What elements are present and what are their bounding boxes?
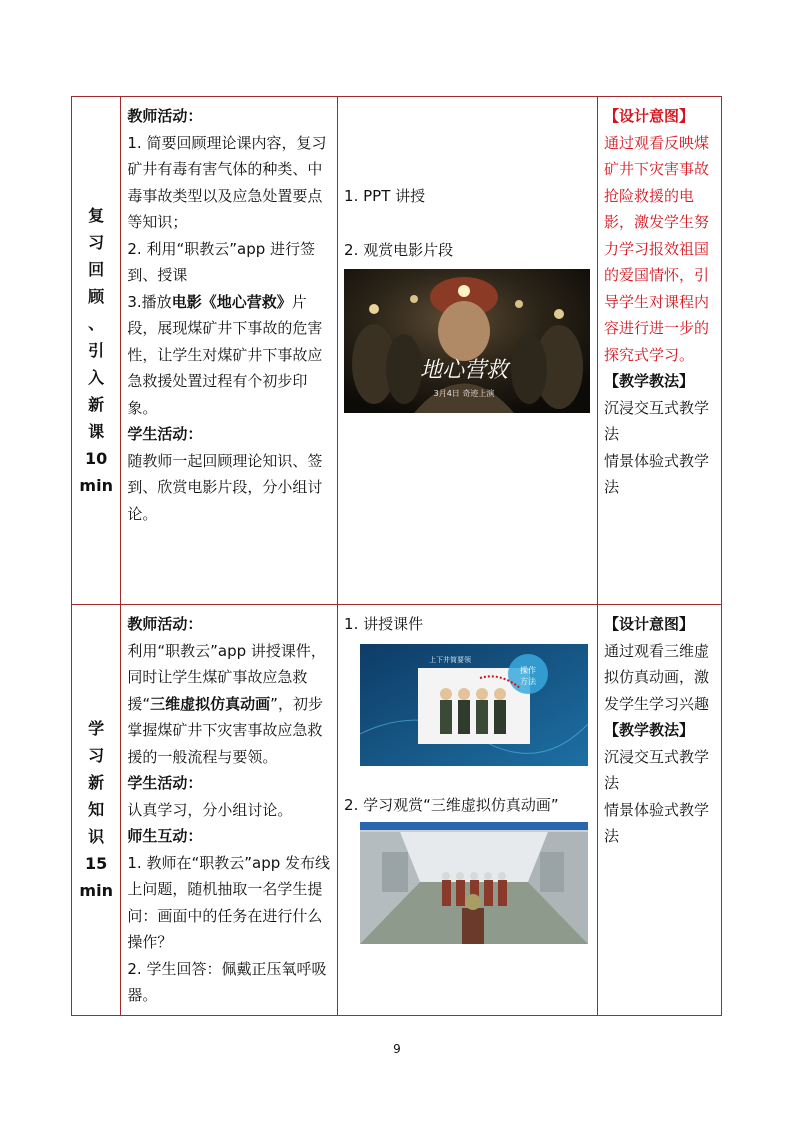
table-row-review [72, 97, 722, 605]
design-intent-text: 通过观看反映煤矿井下灾害事故抢险救援的电影，激发学生努力学习报效祖国的爱国情怀，引导学生对课程内容进行进一步的探究式学习。 [604, 133, 710, 364]
design-cell-review [598, 97, 722, 605]
teaching-method-item: 沉浸交互式教学法 [604, 747, 710, 792]
media-cell-new-knowledge [338, 605, 598, 1016]
courseware-slide-image [360, 644, 588, 766]
teaching-method-heading: 【教学教法】 [604, 721, 695, 739]
teaching-method-heading: 【教学教法】 [604, 372, 695, 390]
student-activity-heading: 学生活动： [127, 774, 203, 792]
media-cell-review [338, 97, 598, 605]
teaching-method-item: 沉浸交互式教学法 [604, 398, 710, 443]
design-intent-text: 通过观看三维虚拟仿真动画，激发学生学习兴趣 [604, 641, 710, 713]
stage-cell-new-knowledge [72, 605, 121, 1016]
teacher-activity-item: 3.播放电影《地心营救》片段，展现煤矿井下事故的危害性，让学生对煤矿井下事故应急救援处置过程有个初步印象。 [127, 292, 323, 417]
design-intent-heading: 【设计意图】 [604, 615, 695, 633]
interaction-item: 1. 教师在“职教云”app 发布线上问题，随机抽取一名学生提问：画面中的任务在进行什么操作？ [127, 853, 331, 951]
movie-poster-image [344, 269, 590, 413]
teacher-activity-item: 2. 利用“职教云”app 进行签到、授课 [127, 239, 316, 284]
media-item: 2. 观赏电影片段 [344, 240, 454, 259]
slide-badge-text: 操作 [520, 665, 537, 675]
teacher-activity-item: 1. 简要回顾理论课内容，复习矿井有毒有害气体的种类、中毒事故类型以及应急处置要点等知识； [127, 133, 327, 231]
media-item: 1. PPT 讲授 [344, 187, 426, 205]
teacher-activity-cell-new-knowledge [121, 605, 338, 1016]
media-item: 2. 学习观赏“三维虚拟仿真动画” [344, 795, 559, 814]
slide-title-text: 上下井简要领 [429, 655, 472, 664]
stage-label-review: 复 习 回 顾 、 引 入 新 课 10 min [79, 206, 113, 495]
student-activity-heading: 学生活动： [127, 425, 203, 443]
interaction-item: 2. 学生回答：佩戴正压氧呼吸器。 [127, 959, 327, 1004]
lesson-plan-table [71, 96, 722, 1016]
table-row-new-knowledge [72, 605, 722, 1016]
courseware-slide-graphic [360, 644, 588, 766]
student-activity-text: 认真学习，分小组讨论。 [127, 800, 293, 819]
teaching-method-item: 情景体验式教学法 [604, 451, 710, 496]
poster-title-text: 地心营救 [420, 358, 509, 383]
page-number: 9 [393, 1042, 401, 1056]
design-cell-new-knowledge [598, 605, 722, 1016]
teacher-activity-heading: 教师活动： [127, 107, 203, 125]
teacher-activity-text: 利用“职教云”app 讲授课件，同时让学生煤矿事故应急救援“三维虚拟仿真动画”，初步掌握煤矿井下灾害事故应急救援的一般流程与要领。 [127, 641, 326, 766]
animation-screenshot-image [360, 822, 588, 944]
teacher-activity-cell-review [121, 97, 338, 605]
animation-screenshot-graphic [360, 822, 588, 944]
media-item: 1. 讲授课件 [344, 615, 424, 633]
teaching-method-item: 情景体验式教学法 [604, 800, 710, 845]
movie-poster-graphic [344, 269, 590, 413]
interaction-heading: 师生互动： [127, 827, 203, 845]
teacher-activity-heading: 教师活动： [127, 615, 203, 633]
design-intent-heading: 【设计意图】 [604, 107, 695, 125]
poster-subtitle-text: 3月4日 奇迹上演 [433, 389, 495, 398]
stage-cell-review [72, 97, 121, 605]
slide-badge-text-2: 方法 [520, 676, 537, 686]
student-activity-text: 随教师一起回顾理论知识、签到、欣赏电影片段，分小组讨论。 [127, 451, 323, 523]
stage-label-new-knowledge: 学 习 新 知 识 15 min [79, 719, 113, 901]
movie-title: 电影《地心营救》 [171, 292, 292, 311]
animation-title: 三维虚拟仿真动画 [150, 694, 271, 713]
